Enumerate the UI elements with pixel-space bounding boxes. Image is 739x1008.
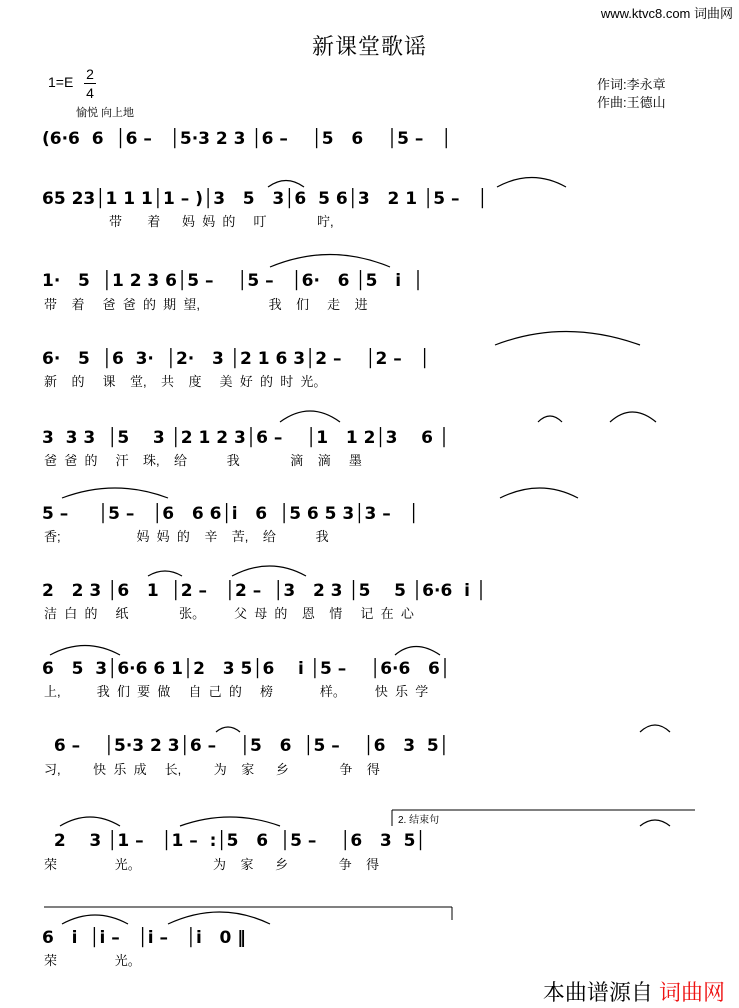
score-row-8-lyrics: 上, 我 们 要 做 自 己 的 榜 样。 快 乐 学 (44, 684, 429, 699)
lyricist-credit: 作词:李永章 (597, 77, 666, 92)
score-row-8-notes: 6 5 3│6·6 6 1│2 3 5│6 i │5 – │6·6 6│ (42, 659, 451, 679)
score-row-9-notes: 6 – │5·3 2 3│6 – │5 6 │5 – │6 3 5│ (42, 736, 449, 756)
slur-arc (610, 412, 656, 422)
site-watermark[interactable]: www.ktvc8.com 词曲网 (600, 6, 733, 21)
meter-bottom: 4 (86, 85, 94, 101)
score-row-6-notes: 5 – │5 – │6 6 6│i 6 │5 6 5 3│3 – │ (42, 504, 419, 524)
source-footer (543, 976, 725, 1007)
score-row-2-notes: 65 23│1 1 1│1 – )│3 5 3│6 5 6│3 2 1 │5 – │ (42, 189, 488, 209)
composer-credit: 作曲:王德山 (597, 95, 666, 110)
score-row-11-notes: 6 i │i – │i – │i 0 ‖ (42, 928, 246, 948)
score-row-1-notes: (6·6 6 │6 – │5·3 2 3 │6 – │5 6 │5 – │ (42, 129, 452, 149)
slur-arc (268, 181, 304, 188)
slur-arc (495, 332, 640, 346)
slur-arc (538, 416, 562, 422)
score-row-10-notes: 2 3 │1 – │1 – :│5 6 │5 – │6 3 5│ (42, 831, 426, 851)
footer-prefix: 本曲谱源自 (542, 980, 653, 1005)
slur-arc (62, 488, 168, 498)
slur-arc (500, 488, 578, 498)
score-row-3-notes: 1· 5 │1 2 3 6│5 – │5 – │6· 6 │5 i │ (42, 271, 424, 291)
slur-arc (280, 411, 340, 422)
score-row-5-notes: 3 3 3 │5 3 │2 1 2 3│6 – │1 1 2│3 6 │ (42, 428, 450, 448)
key-signature: 1=E (48, 74, 74, 90)
slur-arc (232, 566, 306, 576)
footer-brand-link[interactable]: 词曲网 (658, 980, 725, 1005)
score-row-4-lyrics: 新 的 课 堂, 共 度 美 好 的 时 光。 (44, 374, 327, 389)
slur-arc (168, 912, 270, 924)
score-row-6-lyrics: 香; 妈 妈 的 辛 苦, 给 我 (44, 529, 329, 544)
score-row-3-lyrics: 带 着 爸 爸 的 期 望, 我 们 走 进 (44, 297, 368, 312)
slur-arc (270, 255, 390, 268)
slur-arc (640, 820, 670, 826)
mood-marking: 愉悦 向上地 (76, 107, 135, 119)
slur-arc (180, 817, 280, 826)
score-row-2-lyrics: 带 着 妈 妈 的 叮 咛, (44, 214, 334, 229)
slur-arc (640, 725, 670, 732)
slur-arc (148, 571, 182, 576)
slur-arc (60, 817, 120, 826)
score-row-4-notes: 6· 5 │6 3· │2· 3 │2 1 6 3│2 – │2 – │ (42, 349, 430, 369)
slur-arc (216, 727, 240, 732)
score-row-11-lyrics: 荣 光。 (44, 953, 141, 968)
song-title: 新课堂歌谣 (311, 35, 427, 60)
slur-arc (497, 178, 566, 188)
slur-arc (395, 647, 440, 656)
score-row-7-lyrics: 洁 白 的 纸 张。 父 母 的 恩 情 记 在 心 (44, 606, 414, 621)
score-row-9-lyrics: 习, 快 乐 成 长, 为 家 乡 争 得 (44, 762, 380, 777)
score-row-10-lyrics: 荣 光。 为 家 乡 争 得 (44, 857, 380, 872)
meter-top: 2 (86, 66, 94, 82)
score-row-5-lyrics: 爸 爸 的 汗 珠, 给 我 滴 滴 墨 (44, 453, 362, 468)
score-row-7-notes: 2 2 3 │6 1 │2 – │2 – │3 2 3 │5 5 │6·6 i │ (42, 581, 487, 601)
slur-arc (50, 646, 120, 656)
ending-label: 2. 结束句 (398, 815, 440, 826)
slur-arc (62, 915, 128, 924)
